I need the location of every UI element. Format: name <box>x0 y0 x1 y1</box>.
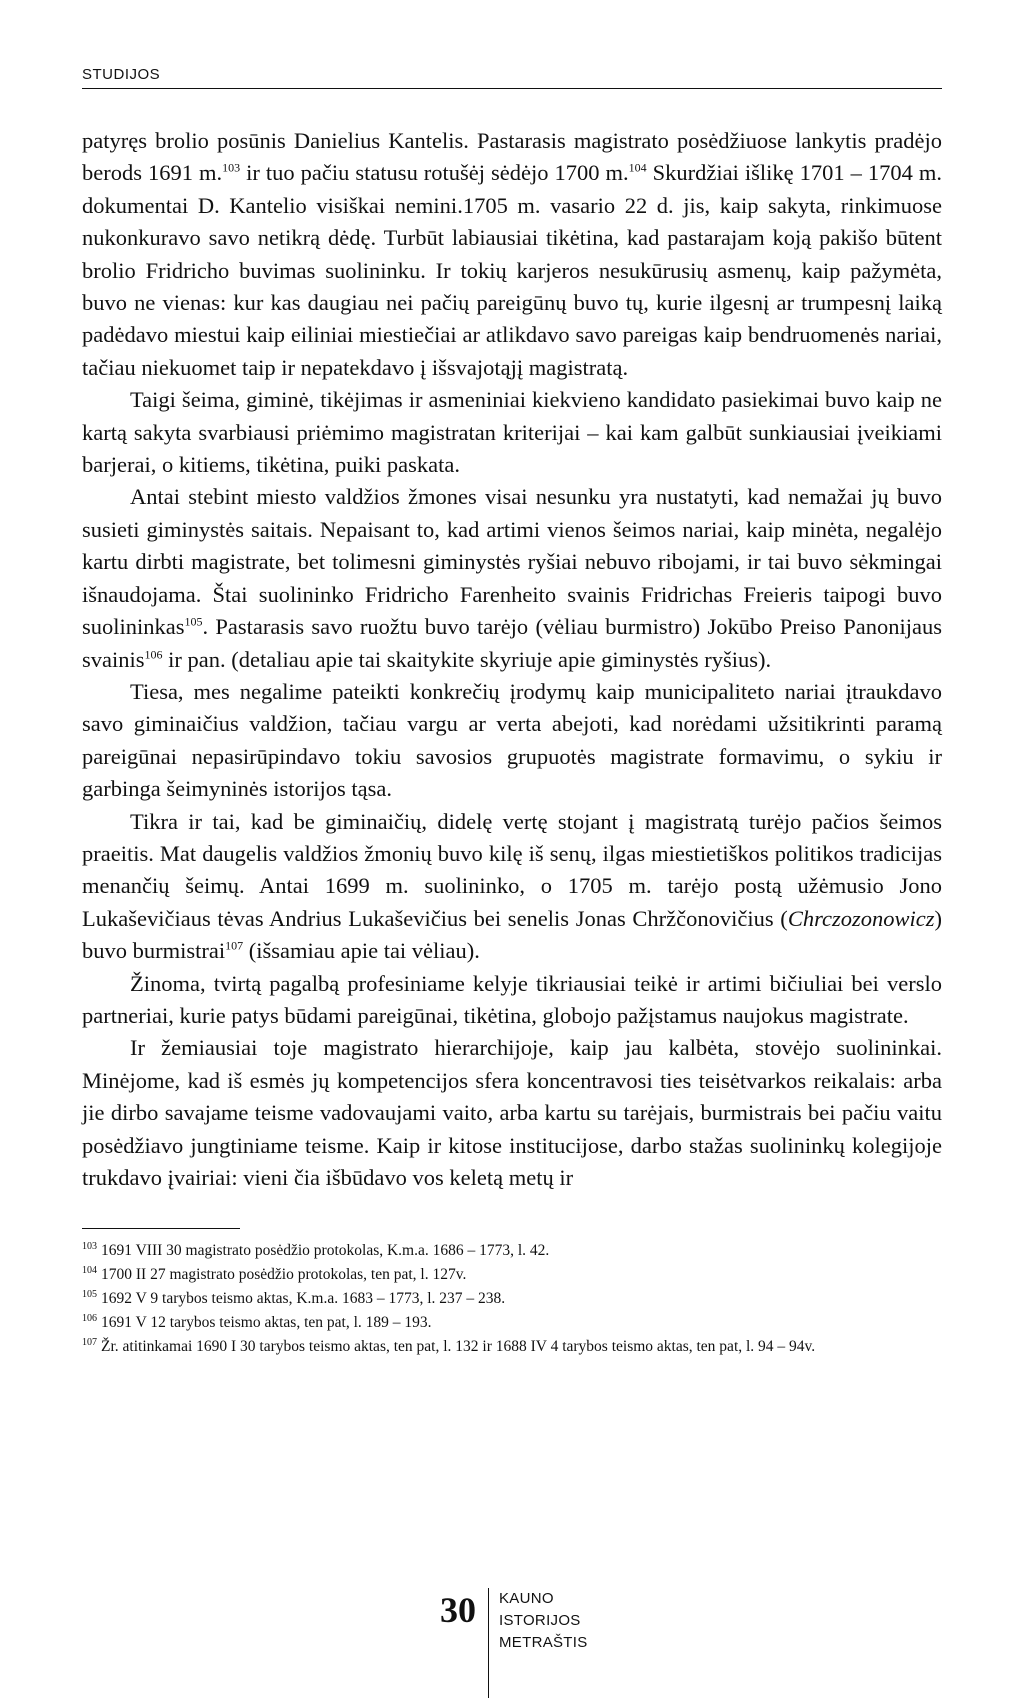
journal-title-line: ISTORIJOS <box>499 1612 581 1629</box>
italic-text: Chrczozonowicz <box>787 905 935 931</box>
footnote <box>82 1335 942 1359</box>
text-run: . Pastarasis savo ruožtu buvo tarėjo (vėliau burmistro) Jokūbo Preiso Panonijaus svainis <box>82 614 942 672</box>
footnote-text: 1692 V 9 tarybos teismo aktas, K.m.a. 1683 – 1773, l. 237 – 238. <box>101 1290 506 1308</box>
paragraph <box>82 676 942 806</box>
footnote-number: 106 <box>82 1313 97 1325</box>
footnote <box>82 1263 942 1287</box>
footnote-ref: 105 <box>184 614 203 629</box>
footnote <box>82 1311 942 1335</box>
page-number: 30 <box>440 1590 476 1630</box>
footnote-list <box>82 1239 942 1359</box>
footnote-number: 103 <box>82 1241 97 1253</box>
footnote-ref: 106 <box>144 647 163 661</box>
paragraph <box>82 481 942 675</box>
footnote-rule <box>82 1228 240 1229</box>
page <box>82 66 942 1359</box>
footnotes <box>82 1228 942 1359</box>
text-run: ir pan. (detaliau apie tai skaitykite skyriuje apie giminystės ryšius). <box>162 646 772 672</box>
journal-title-line: METRAŠTIS <box>499 1634 588 1651</box>
journal-title-line: KAUNO <box>499 1590 554 1607</box>
footnote-text: 1700 II 27 magistrato posėdžio protokolas, ten pat, l. 127v. <box>101 1266 467 1284</box>
footnote <box>82 1239 942 1263</box>
running-header: STUDIJOS <box>82 66 942 89</box>
paragraph <box>82 806 942 968</box>
footnote-text: 1691 V 12 tarybos teismo aktas, ten pat, l. 189 – 193. <box>101 1314 432 1332</box>
text-run: Ir žemiausiai toje magistrato hierarchijoje, kaip jau kalbėta, stovėjo suolininkai. Minėjome, kad iš esmės jų kompetencijos sfera koncentravosi ties teisėtvarkos reikalais: arba jie dirbo savajame teisme vadovaujami vaito, arba kartu su tarėjais, burmistrais bei pačiu vaitu posėdžiavo jungtiniame teisme. Kaip ir kitose institucijose, darbo stažas suolininkų kolegijoje trukdavo įvairiai: vieni čia išbūdavo vos keletą metų ir <box>82 1035 942 1190</box>
paragraph <box>82 125 942 384</box>
text-run: Taigi šeima, giminė, tikėjimas ir asmeniniai kiekvieno kandidato pasiekimai buvo kaip ne kartą sakyta svarbiausi priėmimo magistratan kriterijai – kai kam galbūt sunkiausiai įveikiami barjerai, o kitiems, tikėtina, puiki paskata. <box>82 387 942 478</box>
footnote <box>82 1287 942 1311</box>
footnote-ref: 104 <box>628 160 647 175</box>
text-run: Antai stebint miesto valdžios žmones visai nesunku yra nustatyti, kad nemažai jų buvo susieti giminystės saitais. Nepaisant to, kad artimi vienos šeimos nariai, kaip minėta, negalėjo kartu dirbti magistrate, bet tolimesni giminystės ryšiai nebuvo ribojami, ir tai buvo sėkmingai išnaudojama. Štai suolininko Fridricho Farenheito svainis Fridrichas Freieris taipogi buvo suolininkas <box>82 484 942 640</box>
text-run: (išsamiau apie tai vėliau). <box>243 938 480 964</box>
footnote-ref: 103 <box>222 160 241 175</box>
footnote-text: Žr. atitinkamai 1690 I 30 tarybos teismo aktas, ten pat, l. 132 ir 1688 IV 4 tarybos teismo aktas, ten pat, l. 94 – 94v. <box>101 1338 816 1356</box>
text-run: ) buvo burmistrai <box>82 905 942 964</box>
footnote-number: 105 <box>82 1289 97 1301</box>
text-run: Skurdžiai išlikę 1701 – 1704 m. dokumentai D. Kantelio visiškai nemini.1705 m. vasario 22 d. jis, kaip sakyta, rinkimuose nukonkuravo savo netikrą dėdę. Turbūt labiausiai tikėtina, kad pastarajam koją pakišo būtent brolio Fridricho buvimas suolininku. Ir tokių karjeros nesukūrusių asmenų, kaip pažymėta, buvo ne vienas: kur kas daugiau nei pačių pareigūnų buvo tų, kurie ilgesnį ar trumpesnį laiką padėdavo miestui kaip eiliniai miestiečiai ar atlikdavo savo pareigas kaip bendruomenės nariai, tačiau niekuomet taip ir nepatekdavo į išsvajotąjį magistratą. <box>82 160 942 380</box>
paragraph <box>82 384 942 481</box>
paragraph <box>82 968 942 1033</box>
text-run: patyręs brolio posūnis Danielius Kantelis. Pastarasis magistrato posėdžiuose lankytis pradėjo berods 1691 m. <box>82 128 942 186</box>
journal-title <box>499 1588 588 1654</box>
footnote-number: 107 <box>82 1337 97 1349</box>
text-run: ir tuo pačiu statusu rotušėj sėdėjo 1700 m. <box>240 160 629 186</box>
footnote-number: 104 <box>82 1265 97 1277</box>
text-run: Žinoma, tvirtą pagalbą profesiniame kelyje tikriausiai teikė ir artimi bičiuliai bei verslo partneriai, kurie patys būdami pareigūnai, tikėtina, globojo pažįstamus naujokus magistrate. <box>82 970 942 1028</box>
paragraph <box>82 1032 942 1194</box>
footnote-ref: 107 <box>225 938 244 953</box>
text-run: Tiesa, mes negalime pateikti konkrečių įrodymų kaip municipaliteto nariai įtraukdavo savo giminaičius valdžion, tačiau vargu ar verta abejoti, kad norėdami užsitikrinti paramą pareigūnai nepasirūpindavo tokiu savosios grupuotės magistrate formavimu, o sykiu ir garbinga šeimyninės istorijos tąsa. <box>82 678 942 802</box>
text-run: Tikra ir tai, kad be giminaičių, didelę vertę stojant į magistratą turėjo pačios šeimos praeitis. Mat daugelis valdžios žmonių buvo kilę iš senų, ilgas miestietiškos politikos tradicijas menančių šeimų. Antai 1699 m. suolininko, o 1705 m. tarėjo postą užėmusio Jono Lukaševičiaus tėvas Andrius Lukaševičius bei senelis Jonas Chržčonovičius ( <box>82 808 942 931</box>
footnote-text: 1691 VIII 30 magistrato posėdžio protokolas, K.m.a. 1686 – 1773, l. 42. <box>101 1242 550 1260</box>
body-text <box>82 125 942 1194</box>
page-footer <box>440 1588 588 1698</box>
footer-divider <box>488 1588 489 1698</box>
